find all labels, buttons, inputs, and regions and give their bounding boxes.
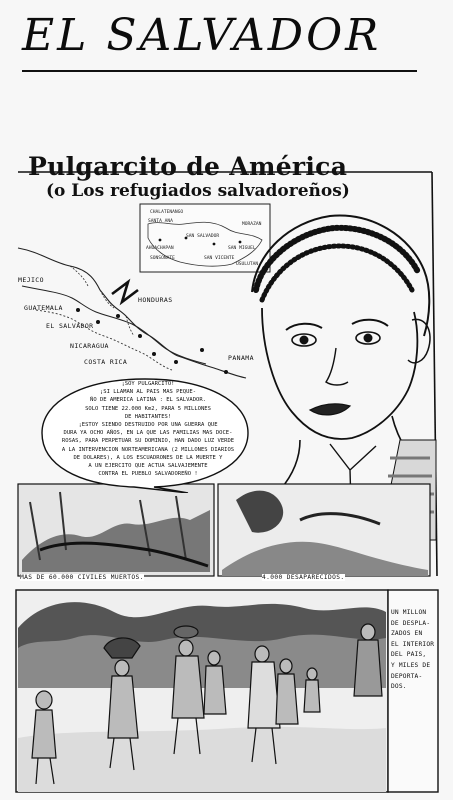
- inset-label-ahuachapan: AHUACHAPAN: [146, 246, 174, 251]
- speech-line: ¡ESTOY SIENDO DESTRUIDO POR UNA GUERRA QUE: [78, 422, 218, 429]
- side-caption-line: DEPORTA-: [391, 672, 423, 680]
- speech-line: A LA INTERVENCION NORTEAMERICANA (2 MILLONES DIARIOS: [61, 446, 235, 453]
- inset-label-san-vicente: SAN VICENTE: [204, 256, 235, 261]
- refugees-panel: [14, 588, 442, 794]
- side-caption-line: UN MILLON: [391, 609, 427, 616]
- map-label-nicaragua: NICARAGUA: [70, 342, 109, 350]
- side-caption-line: DOS.: [391, 683, 407, 691]
- map-label-guatemala: GUATEMALA: [24, 304, 63, 312]
- side-caption: [391, 608, 437, 693]
- speech-line: DE HABITANTES!: [124, 413, 172, 420]
- inset-label-san-salvador: SAN SALVADOR: [186, 234, 220, 239]
- inset-label-san-miguel: SAN MIGUEL: [228, 246, 256, 251]
- speech-line: ¡SOY PULGARCITO!: [121, 381, 175, 387]
- speech-line: DE DOLARES), A LOS ESCUADRONES DE LA MUERTE Y: [73, 454, 223, 461]
- caption-missing: 4.000 DESAPARECIDOS.: [262, 574, 345, 581]
- page-subtitle: (o Los refugiados salvadoreños): [46, 181, 350, 201]
- side-caption-line: EL INTERIOR: [391, 640, 435, 648]
- inset-label-sonsonate: SONSONATE: [150, 256, 175, 261]
- speech-line: ¡SI LLAMAN AL PAIS MAS PEQUE-: [99, 389, 197, 396]
- inset-label-morazan: MORAZAN: [242, 222, 262, 227]
- side-caption-line: DEL PAIS,: [391, 651, 427, 659]
- speech-line: ÑO DE AMERICA LATINA : EL SALVADOR.: [90, 397, 206, 404]
- masthead-title: EL SALVADOR: [22, 10, 382, 61]
- speech-line: DURA YA OCHO AÑOS, EN LA QUE LAS FAMILIAS MAS DOCE-: [63, 430, 233, 437]
- inset-label-usulutan: USULUTAN: [236, 262, 259, 267]
- map-label-el-salvador: EL SALVADOR: [46, 322, 94, 330]
- map-label-mejico: MEJICO: [18, 276, 44, 284]
- page-title: Pulgarcito de América: [28, 152, 348, 181]
- inset-label-chalatenango: CHALATENANGO: [150, 210, 184, 215]
- caption-dead: MAS DE 60.000 CIVILES MUERTOS.: [20, 574, 144, 581]
- masthead-rule: [22, 70, 417, 72]
- map-label-panama: PANAMA: [228, 354, 254, 362]
- map-and-portrait-illustration: [0, 140, 453, 580]
- speech-line: ROSAS, PARA PERPETUAR SU DOMINIO, HAN DADO LUZ VERDE: [61, 438, 235, 445]
- speech-line: SOLO TIENE 22.000 Km2, PARA 5 MILLONES: [85, 405, 211, 412]
- map-label-honduras: HONDURAS: [138, 296, 173, 304]
- inset-label-santa-ana: SANTA ANA: [148, 219, 173, 224]
- speech-line: CONTRA EL PUEBLO SALVADOREÑO !: [98, 471, 198, 478]
- speech-line: A UN EJERCITO QUE ACTUA SALVAJEMENTE: [88, 463, 208, 470]
- side-caption-line: ZADOS EN: [391, 630, 423, 638]
- side-caption-line: Y MILES DE: [391, 661, 431, 669]
- map-label-costa-rica: COSTA RICA: [84, 358, 128, 366]
- side-caption-line: DE DESPLA-: [391, 619, 431, 627]
- speech-text: [50, 380, 246, 478]
